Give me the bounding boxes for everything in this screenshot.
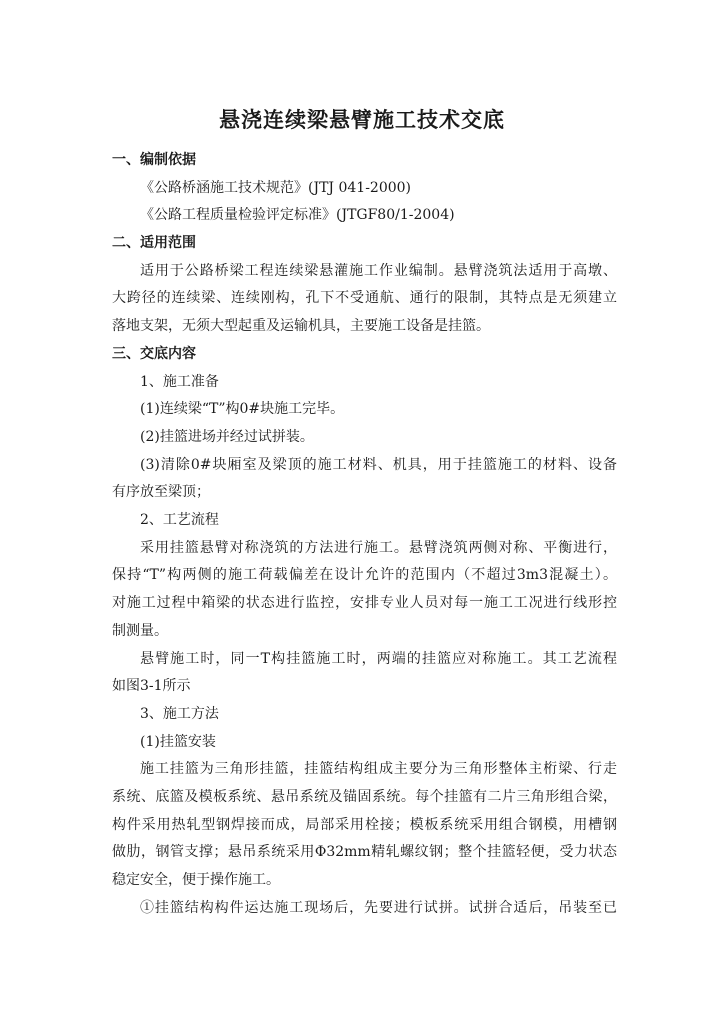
list-item: (1)挂篮安装 — [140, 734, 216, 750]
document-title: 悬浇连续梁悬臂施工技术交底 — [219, 108, 505, 132]
paragraph-line: ①挂篮结构构件运达施工现场后，先要进行试拼。试拼合适后，吊装至已 — [140, 900, 617, 916]
paragraph-line: 大跨径的连续梁、连续刚构，孔下不受通航、通行的限制，其特点是无须建立 — [112, 290, 617, 306]
paragraph-line: 采用挂篮悬臂对称浇筑的方法进行施工。悬臂浇筑两侧对称、平衡进行， — [140, 540, 617, 556]
paragraph-line: 悬臂施工时，同一T构挂篮施工时，两端的挂篮应对称施工。其工艺流程 — [140, 651, 617, 667]
paragraph-line: 落地支架，无须大型起重及运输机具，主要施工设备是挂篮。 — [112, 318, 490, 334]
list-item-continuation: 有序放至梁顶； — [112, 484, 210, 500]
paragraph-line: 保持“T”构两侧的施工荷载偏差在设计允许的范围内（不超过3m3混凝土）。 — [112, 567, 617, 583]
paragraph-line: 施工挂篮为三角形挂篮，挂篮结构组成主要分为三角形整体主桁梁、行走 — [140, 761, 617, 777]
paragraph-line: 制测量。 — [112, 623, 168, 639]
subsection-heading: 2、工艺流程 — [140, 512, 219, 528]
reference-item: 《公路工程质量检验评定标准》(JTGF80/1-2004) — [140, 207, 455, 223]
reference-item: 《公路桥涵施工技术规范》(JTJ 041-2000) — [140, 180, 412, 196]
paragraph-line: 稳定安全，便于操作施工。 — [112, 872, 280, 888]
list-item: (2)挂篮进场并经过试拼装。 — [140, 429, 314, 445]
paragraph-line: 对施工过程中箱梁的状态进行监控，安排专业人员对每一施工工况进行线形控 — [112, 595, 617, 611]
list-item: (3)清除0#块厢室及梁顶的施工材料、机具，用于挂篮施工的材料、设备 — [140, 457, 617, 473]
section-heading-content: 三、交底内容 — [112, 346, 196, 362]
section-heading-basis: 一、编制依据 — [112, 152, 196, 168]
paragraph-line: 系统、底篮及模板系统、悬吊系统及锚固系统。每个挂篮有二片三角形组合梁， — [112, 789, 617, 805]
paragraph-line: 做肋，钢管支撑；悬吊系统采用Φ32mm精轧螺纹钢；整个挂篮轻便，受力状态 — [112, 844, 617, 860]
list-item: (1)连续梁“T”构0#块施工完毕。 — [140, 401, 345, 417]
section-heading-scope: 二、适用范围 — [112, 235, 196, 251]
subsection-heading: 3、施工方法 — [140, 706, 219, 722]
paragraph-line: 构件采用热轧型钢焊接而成，局部采用栓接；模板系统采用组合钢模，用槽钢 — [112, 817, 617, 833]
subsection-heading: 1、施工准备 — [140, 374, 219, 390]
paragraph-line: 适用于公路桥梁工程连续梁悬灌施工作业编制。悬臂浇筑法适用于高墩、 — [140, 263, 617, 279]
paragraph-line: 如图3-1所示 — [112, 678, 191, 694]
